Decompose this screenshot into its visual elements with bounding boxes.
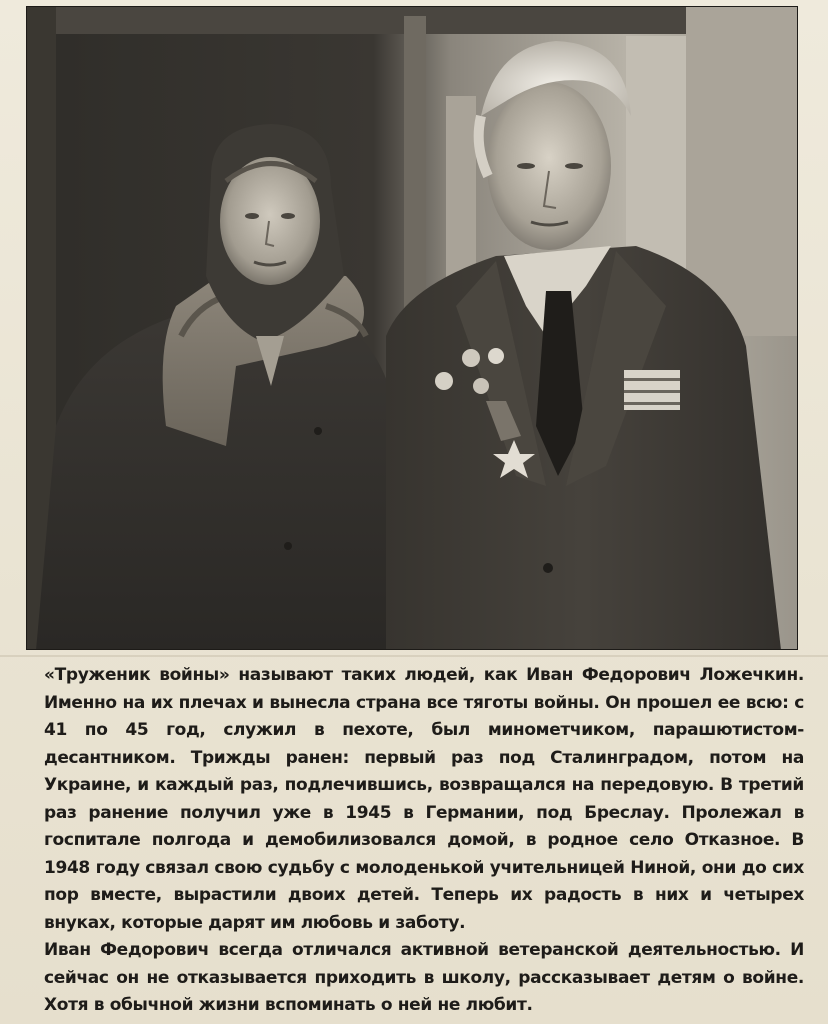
page-fold [0,655,828,657]
article-paragraph-1: «Труженик войны» называют таких людей, как Иван Федорович Ложечкин. Именно на их плечах и вынесла страна все тяготы войны. Он прошел ее всю: с 41 по 45 год, служил в пехоте, был минометчиком, парашютистом-десантником. Трижды ранен: первый раз под Сталинградом, потом на Украине, и каждый раз, подлечившись, возвращался на передовую. В третий раз ранение получил уже в 1945 в Германии, под Бреслау. Пролежал в госпитале полгода и демобилизовался домой, в родное село Отказное. В 1948 году связал свою судьбу с молоденькой учительницей Ниной, они до сих пор вместе, вырастили двоих детей. Теперь их радость в них и четырех внуках, которые дарят им любовь и заботу. [44,665,804,933]
award-ribbon-bar [624,370,680,410]
article-text [44,662,804,1018]
couple-photo [26,6,798,650]
article-paragraph-2: Иван Федорович всегда отличался активной ветеранской деятельностью. И сейчас он не отказывается приходить в школу, рассказывает детям о войне. Хотя в обычной жизни вспоминать о ней не любит. [44,940,804,1015]
